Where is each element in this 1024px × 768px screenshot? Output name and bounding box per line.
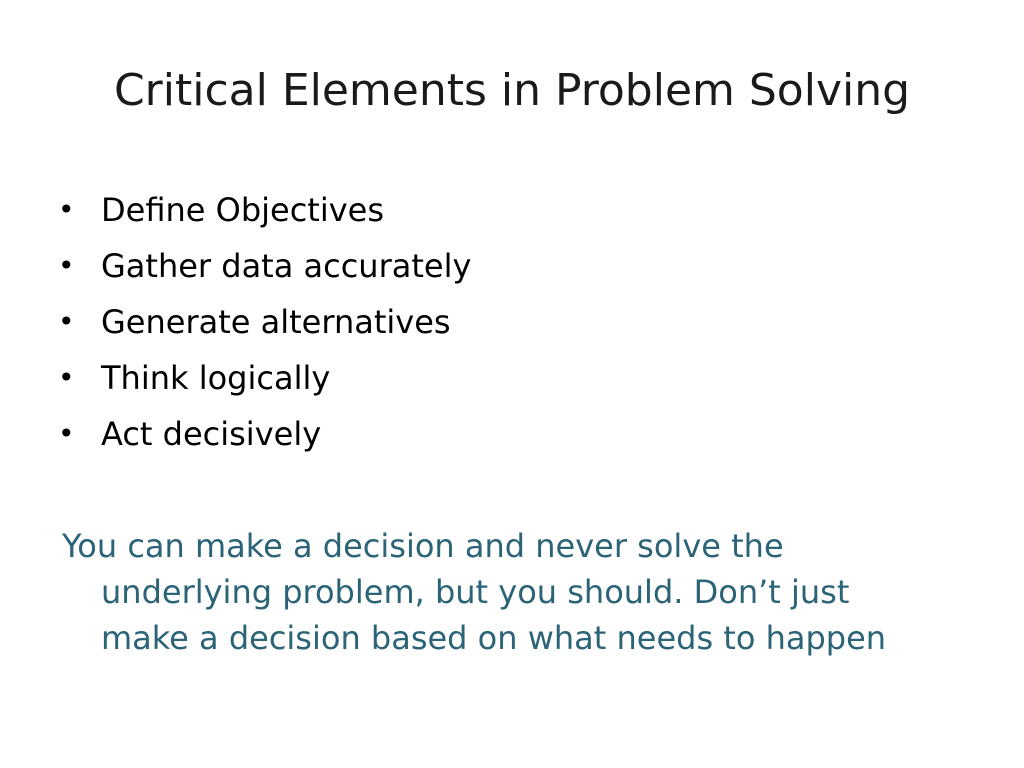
bullet-icon: • xyxy=(58,305,75,338)
list-item xyxy=(58,294,471,350)
note-line: make a decision based on what needs to happen xyxy=(101,619,887,657)
bullet-text: Think logically xyxy=(101,359,331,397)
bullet-icon: • xyxy=(58,249,75,282)
list-item xyxy=(58,238,471,294)
bullet-list xyxy=(58,182,471,462)
note-line: You can make a decision and never solve the xyxy=(62,527,784,565)
list-item xyxy=(58,350,471,406)
list-item xyxy=(58,182,471,238)
bullet-text: Gather data accurately xyxy=(101,247,472,285)
bullet-icon: • xyxy=(58,417,75,450)
bullet-icon: • xyxy=(58,193,75,226)
note-paragraph xyxy=(62,523,962,661)
bullet-text: Define Objectives xyxy=(101,191,385,229)
list-item xyxy=(58,406,471,462)
bullet-icon: • xyxy=(58,361,75,394)
slide-title: Critical Elements in Problem Solving xyxy=(113,65,911,116)
bullet-text: Generate alternatives xyxy=(101,303,451,341)
bullet-text: Act decisively xyxy=(101,415,322,453)
note-line: underlying problem, but you should. Don’t just xyxy=(101,573,850,611)
